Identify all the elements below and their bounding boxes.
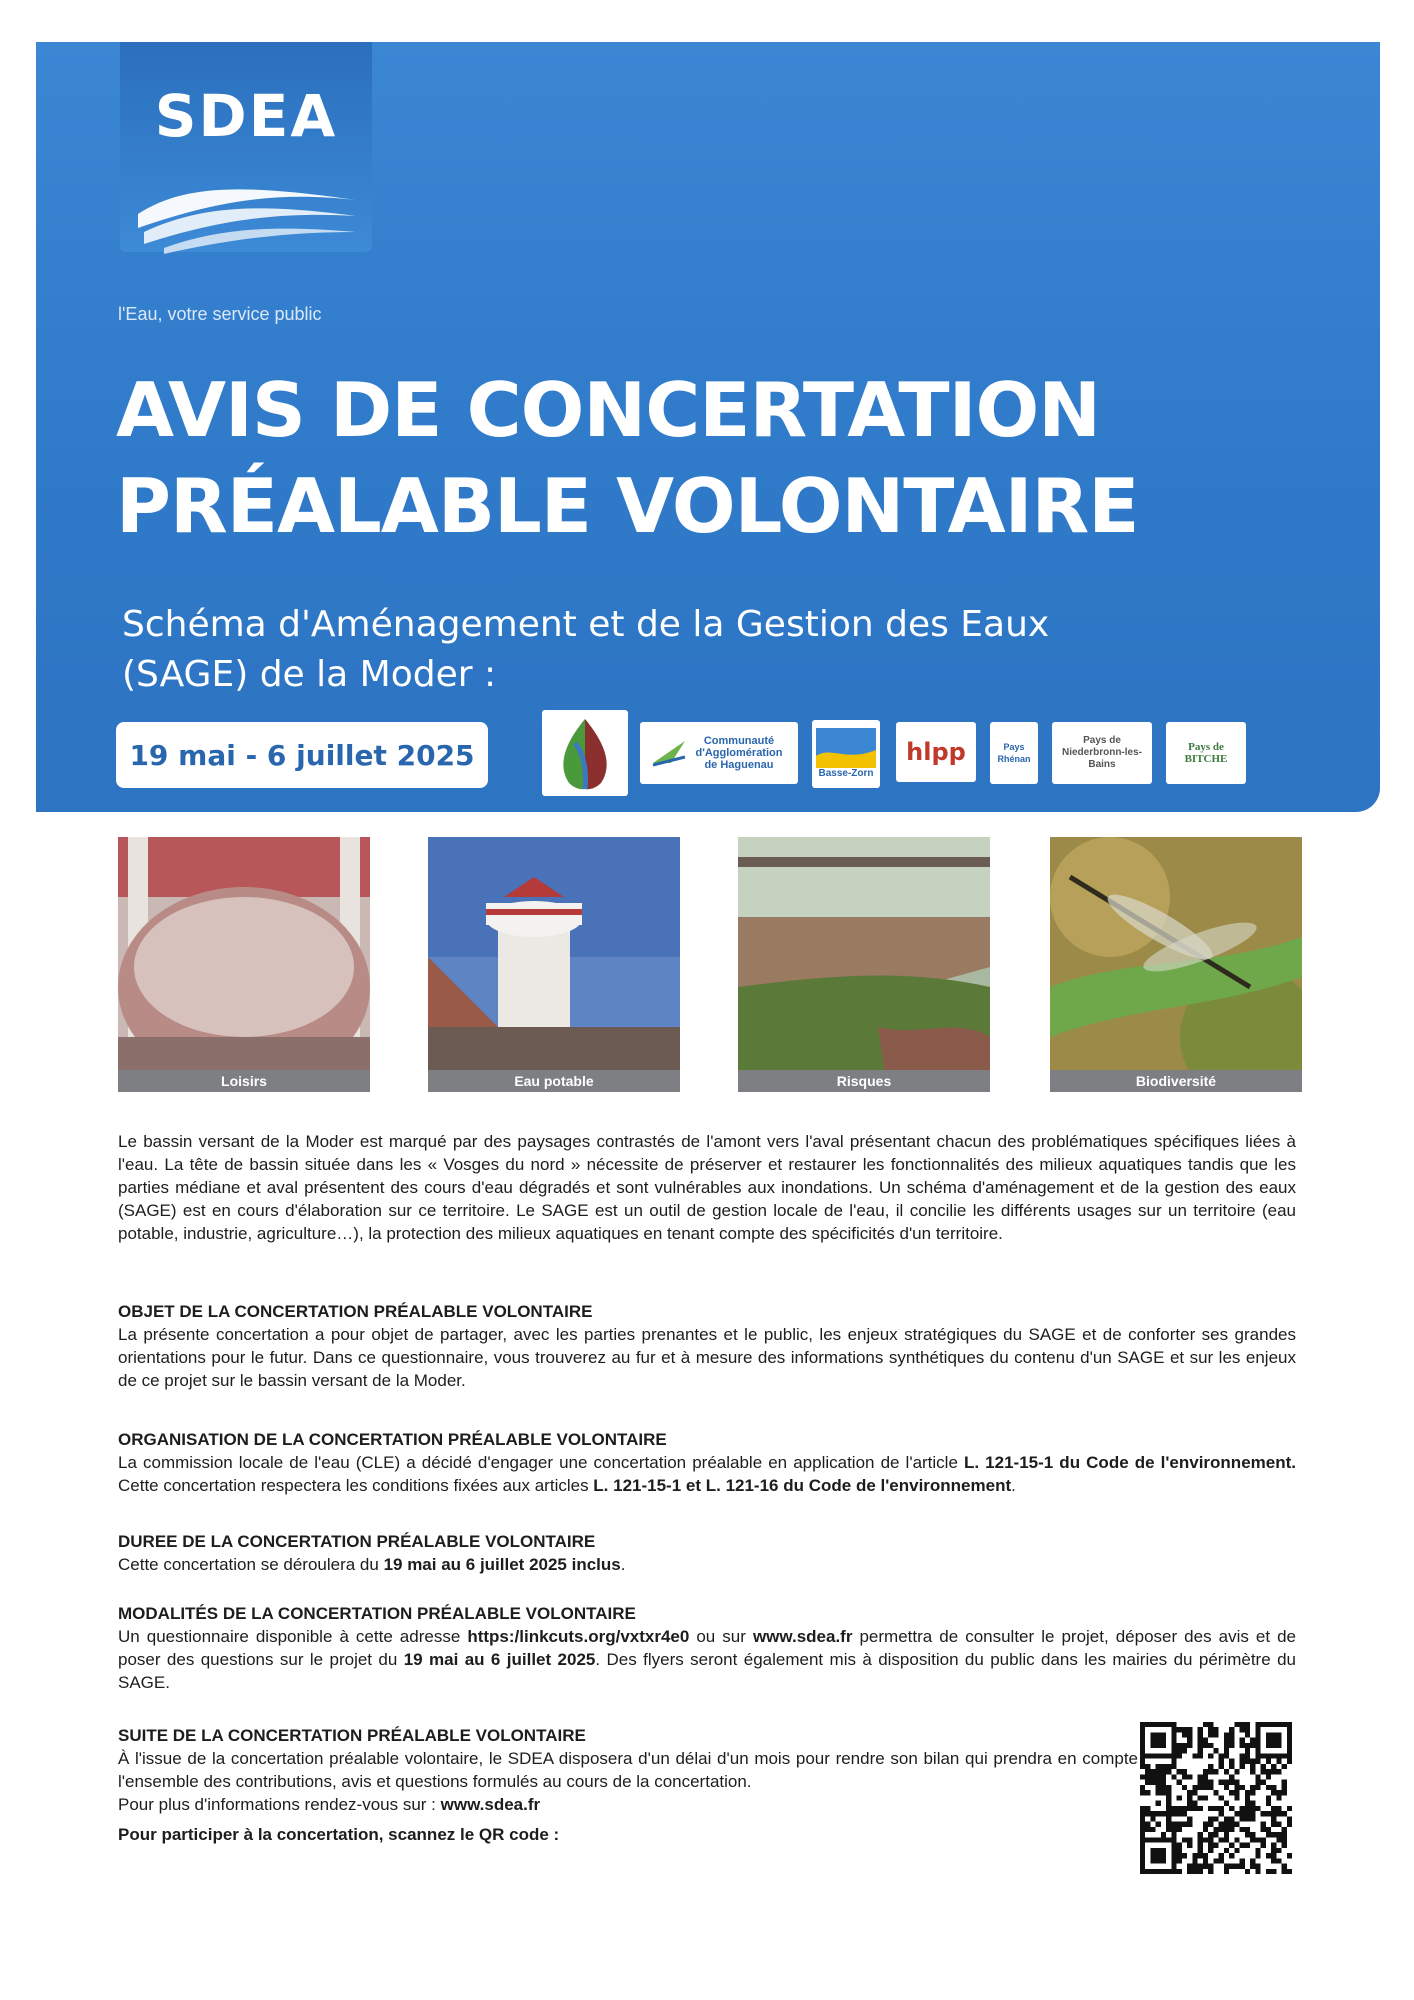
partner-logo-pays-rhenan [990,722,1038,784]
section-title: ORGANISATION DE LA CONCERTATION PRÉALABLE VOLONTAIRE [118,1430,667,1449]
section-title: DUREE DE LA CONCERTATION PRÉALABLE VOLONTAIRE [118,1532,596,1551]
section-text: La présente concertation a pour objet de partager, avec les parties prenantes et le public, les enjeux stratégiques du SAGE et de conforter ses grandes orientations pour le futur. Dans ce questionnaire, vous trouverez au fur et à mesure des informations synthétiques du contenu d'un SAGE et sur les enjeux de ce projet sur le bassin versant de la Moder. [118,1325,1296,1390]
sdea-logo [120,42,372,252]
water-tower-image [428,837,680,1092]
photo-caption: Biodiversité [1050,1070,1302,1092]
section-modalites [118,1602,1296,1694]
section-text: À l'issue de la concertation préalable volontaire, le SDEA disposera d'un délai d'un mois pour rendre son bilan qui prendra en compte l'ensemble des contributions, avis et questions formulés au cours de la concertation. [118,1749,1138,1791]
section-title: SUITE DE LA CONCERTATION PRÉALABLE VOLONTAIRE [118,1726,586,1745]
photo-eau-potable [428,837,680,1092]
qr-call-to-action: Pour participer à la concertation, scannez le QR code : [118,1825,560,1844]
sdea-link[interactable]: www.sdea.fr [440,1795,541,1814]
title-line-2: PRÉALABLE VOLONTAIRE [116,462,1139,550]
header-banner [36,42,1380,812]
intro-paragraph: Le bassin versant de la Moder est marqué par des paysages contrastés de l'amont vers l'aval présentant chacun des problématiques spécifiques liées à l'eau. La tête de bassin située dans les « Vosges du nord » nécessite de préserver et restaurer les fonctionnalités des milieux aquatiques tandis que les parties médiane et aval présentent des cours d'eau dégradés et sont vulnérables aux inondations. Un schéma d'aménagement et de la gestion des eaux (SAGE) est en cours d'élaboration sur ce territoire. Le SAGE est un outil de gestion locale de l'eau, il concilie les différents usages sur un territoire (eau potable, industrie, agriculture…), la protection des milieux aquatiques en tenant compte des spécificités d'un territoire. [118,1132,1296,1243]
photo-caption: Loisirs [118,1070,370,1092]
section-duree [118,1530,1296,1576]
partner-text: Basse-Zorn [818,768,874,779]
leaf-drop-icon [545,713,625,793]
subtitle-line-2: (SAGE) de la Moder : [122,654,497,695]
subtitle-line-1: Schéma d'Aménagement et de la Gestion des Eaux [122,604,1050,645]
date-text: 19 mai - 6 juillet 2025 [129,738,475,772]
partner-logo-sage [542,710,628,796]
partner-logo-basse-zorn [812,720,880,788]
questionnaire-link[interactable]: https:/linkcuts.org/vxtxr4e0 [467,1627,690,1646]
page-subtitle [122,600,1262,700]
partner-logo-haguenau [640,722,798,784]
fountain-image [118,837,370,1092]
section-objet [118,1300,1296,1392]
sdea-link[interactable]: www.sdea.fr [752,1627,853,1646]
section-organisation [118,1428,1296,1497]
photo-caption: Risques [738,1070,990,1092]
dragonfly-image [1050,837,1302,1092]
section-title: OBJET DE LA CONCERTATION PRÉALABLE VOLONTAIRE [118,1302,593,1321]
photo-loisirs [118,837,370,1092]
haguenau-mark-icon [649,733,689,773]
section-text: Un questionnaire disponible à cette adresse https:/linkcuts.org/vxtxr4e0 ou sur www.sdea.fr permettra de consulter le projet, déposer des avis et de poser des questions sur le projet du 19 mai au 6 juillet 2025. Des flyers seront également mis à disposition du public dans les mairies du périmètre du SAGE. [118,1627,1296,1692]
logo-text: SDEA [154,82,338,150]
date-badge [116,722,488,788]
basse-zorn-mark-icon [816,728,876,768]
partner-logo-hlpp [896,722,976,782]
partner-logo-niederbronn [1052,722,1152,784]
flood-image [738,837,990,1092]
partner-text: Communauté d'Agglomération de Haguenau [695,735,783,771]
photo-biodiversite [1050,837,1302,1092]
qr-code[interactable] [1140,1722,1292,1874]
partner-logo-bitche [1166,722,1246,784]
section-text: Cette concertation se déroulera du 19 mai au 6 juillet 2025 inclus. [118,1555,626,1574]
partner-text: Pays Rhénan [997,742,1031,764]
photo-caption: Eau potable [428,1070,680,1092]
section-title: MODALITÉS DE LA CONCERTATION PRÉALABLE VOLONTAIRE [118,1604,636,1623]
tagline: l'Eau, votre service public [118,304,322,324]
waves-icon [134,170,360,254]
section-text: La commission locale de l'eau (CLE) a décidé d'engager une concertation préalable en application de l'article L. 121-15-1 du Code de l'environnement. Cette concertation respectera les conditions fixées aux articles L. 121-15-1 et L. 121-16 du Code de l'environnement. [118,1453,1296,1495]
page-title [116,362,1336,554]
section-text-2: Pour plus d'informations rendez-vous sur : www.sdea.fr [118,1795,541,1814]
section-suite [118,1724,1138,1816]
partner-text: Pays de Niederbronn-les-Bains [1061,735,1142,770]
partner-text: Pays de BITCHE [1184,741,1228,765]
title-line-1: AVIS DE CONCERTATION [116,366,1101,454]
photo-risques [738,837,990,1092]
partner-text: hlpp [906,738,966,766]
